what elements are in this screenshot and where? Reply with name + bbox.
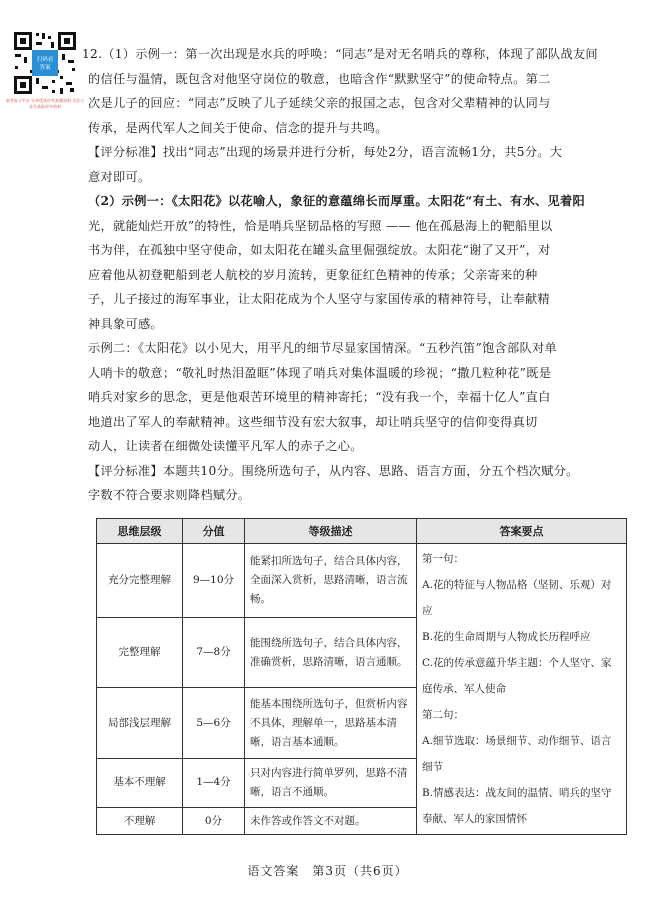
description-cell: 只对内容进行简单罗列，思路不清晰，语言不通顺。: [245, 758, 417, 808]
scoring-criteria: 【评分标准】找出“同志”出现的场景并进行分析，每处2分，语言流畅1分，共5分。大: [88, 145, 563, 159]
text-line: 12.（1）示例一：第一次出现是水兵的呼唤：“同志”是对无名哨兵的尊称，体现了部队战友间: [82, 47, 598, 61]
scoring-criteria: 【评分标准】本题共10分。围绕所选句子，从内容、思路、语言方面，分五个档次赋分。: [88, 463, 579, 478]
answer-point: C.花的传承意蕴升华主题：个人坚守、家庭传承、军人使命: [422, 657, 612, 695]
text-line: 地道出了军人的奉献精神。这些细节没有宏大叙事，却让哨兵坚守的信仰变得真切: [88, 414, 538, 429]
score-cell: 0分: [183, 808, 245, 835]
table-header-cell: 等级描述: [245, 519, 417, 544]
text-line: 示例二：《太阳花》以小见大，用平凡的细节尽显家国情深。“五秒汽笛”饱含部队对单: [88, 341, 557, 355]
table-header-row: [97, 519, 627, 544]
text-line: （2）示例一：《太阳花》以花喻人，象征的意蕴绵长而厚重。太阳花“有土、有水、见着阳: [88, 194, 586, 208]
text-line: 人哨卡的敬意；“敬礼时热泪盈眶”体现了哨兵对集体温暖的珍视；“撒几粒种花”既是: [88, 365, 552, 380]
table-header-cell: 答案要点: [417, 519, 627, 544]
answer-point: 第二句：: [422, 709, 464, 721]
level-cell: 不理解: [97, 808, 183, 835]
grading-table: [96, 518, 627, 835]
description-cell: 能围绕所选句子，结合具体内容，准确赏析，思路清晰，语言通顺。: [245, 618, 417, 688]
answer-point: A.细节选取：场景细节、动作细节、语言细节: [422, 735, 612, 773]
page-footer: 语文答案 第3页（共6页）: [247, 864, 408, 878]
score-cell: 5—6分: [183, 688, 245, 758]
answer-text: [82, 42, 633, 508]
text-line: 的信任与温情，既包含对他坚守岗位的敬意，也暗含作“默默坚守”的使命特点。第二: [88, 71, 551, 86]
answer-point: B.花的生命周期与人物成长历程呼应: [422, 631, 591, 643]
answer-point: A.花的特征与人物品格（坚韧、乐观）对应: [422, 579, 612, 617]
level-cell: 基本不理解: [97, 758, 183, 808]
description-cell: 未作答或作答文不对题。: [245, 808, 417, 835]
text-line: 传承，是两代军人之间关于使命、信念的提升与共鸣。: [88, 120, 388, 135]
answer-point: 第一句：: [422, 553, 464, 565]
text-line: 意对即可。: [88, 169, 151, 184]
qr-label-line1: 扫码看: [36, 57, 54, 63]
table-row: [97, 544, 627, 618]
text-line: 书为伴，在孤独中坚守使命，如太阳花在罐头盒里倔强绽放。太阳花“谢了又开”，对: [88, 243, 551, 257]
answer-point: B.情感表达：战友间的温情、哨兵的坚守奉献、军人的家国情怀: [422, 787, 612, 825]
text-line: 应着他从初登靶船到老人航校的岁月流转，更象征红色精神的传承；父亲寄来的种: [88, 267, 538, 282]
score-cell: 9—10分: [183, 544, 245, 618]
table-header-cell: 分值: [183, 519, 245, 544]
text-line: 光，就能灿烂开放”的特性，恰是哨兵坚韧品格的写照 —— 他在孤悬海上的靶船里以: [88, 218, 553, 233]
level-cell: 完整理解: [97, 618, 183, 688]
text-line: 哨兵对家乡的思念，更是他艰苦环境里的精神寄托；“没有我一个，幸福十亿人”直白: [88, 390, 551, 404]
qr-caption: 高考复习平台 分享优质中考真题资料 关注公众号获取更多资料: [5, 98, 85, 109]
level-cell: 充分完整理解: [97, 544, 183, 618]
text-line: 动人，让读者在细微处读懂平凡军人的赤子之心。: [88, 439, 363, 453]
qr-label-line2: 答案: [39, 65, 51, 71]
score-cell: 1—4分: [183, 758, 245, 808]
score-cell: 7—8分: [183, 618, 245, 688]
answer-points-cell: [417, 544, 627, 835]
level-cell: 局部浅层理解: [97, 688, 183, 758]
text-line: 神具象可感。: [88, 316, 163, 331]
qr-code: [12, 30, 78, 96]
table-header-cell: 思维层级: [97, 519, 183, 544]
text-line: 子，儿子接过的海军事业，让太阳花成为个人坚守与家国传承的精神符号，让奉献精: [88, 292, 551, 306]
description-cell: 能基本围绕所选句子，但赏析内容不具体，理解单一，思路基本清晰，语言基本通顺。: [245, 688, 417, 758]
text-line: 字数不符合要求则降档赋分。: [88, 488, 251, 502]
text-line: 次是儿子的回应：“同志”反映了儿子延续父亲的报国之志，包含对父辈精神的认同与: [88, 96, 551, 110]
description-cell: 能紧扣所选句子，结合具体内容，全面深入赏析，思路清晰，语言流畅。: [245, 544, 417, 618]
